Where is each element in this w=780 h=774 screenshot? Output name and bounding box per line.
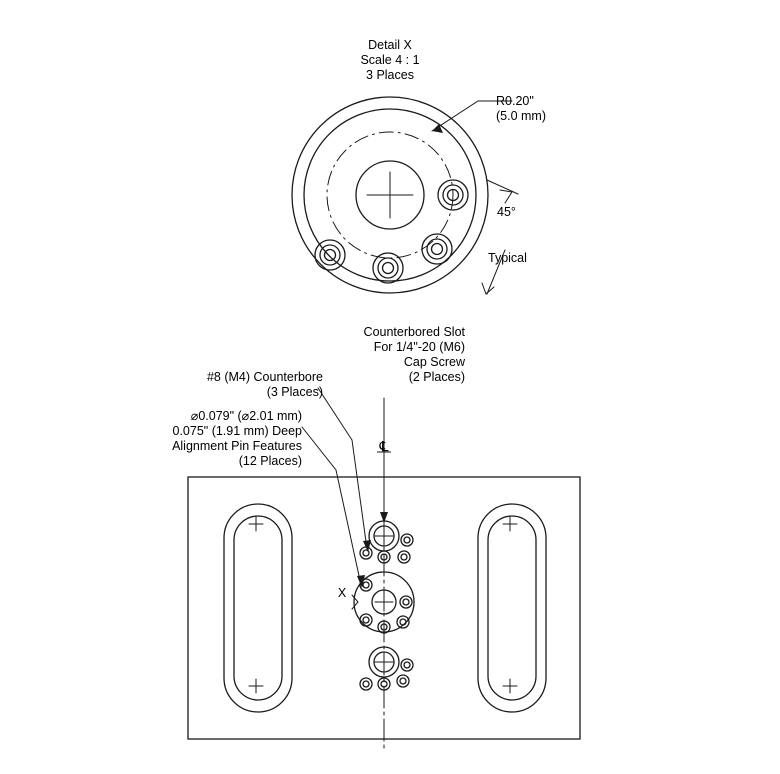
- counterbored-slot-note-line2: For 1/4"-20 (M6): [373, 340, 465, 354]
- left-slot-cross-top: [249, 517, 263, 531]
- right-counterbored-slot: [478, 504, 546, 712]
- detail-counterbore-bottom: [373, 253, 403, 283]
- alignment-pins-middle: [360, 579, 412, 633]
- lower-mount-pattern: [360, 647, 413, 690]
- radius-note-line1: R0.20": [496, 94, 534, 108]
- radius-note-line2: (5.0 mm): [496, 109, 546, 123]
- angle-arrow-upper: [500, 190, 512, 203]
- m4-counterbore-note-line2: (3 Places): [266, 385, 323, 399]
- alignment-pins-lower: [360, 659, 413, 690]
- detail-places: 3 Places: [366, 68, 414, 82]
- detail-title: Detail X: [368, 38, 412, 52]
- detail-x-view: [292, 97, 518, 294]
- detail-x-marker: X: [337, 586, 347, 600]
- pin-note-leader: [302, 427, 361, 585]
- right-slot-cross-bottom: [503, 679, 517, 693]
- alignment-pin-note-line4: (12 Places): [238, 454, 302, 468]
- alignment-pin-note-line3: Alignment Pin Features: [172, 439, 302, 453]
- angle-note-line2: Typical: [488, 251, 527, 265]
- counterbored-slot-note-line3: Cap Screw: [403, 355, 465, 369]
- left-counterbored-slot: [224, 504, 292, 712]
- centerline-symbol: ℄: [379, 438, 389, 454]
- angle-arrow-lower: [482, 283, 494, 294]
- angle-note-line1: 45°: [497, 205, 516, 219]
- angle-dim-line-upper: [487, 180, 518, 194]
- alignment-pin-note-line2: 0.075" (1.91 mm) Deep: [172, 424, 302, 438]
- m4-note-leader: [318, 388, 367, 549]
- detail-counterbore-bottom-left: [315, 240, 345, 270]
- counterbored-slot-note-line4: (2 Places): [408, 370, 465, 384]
- left-slot-cross-bottom: [249, 679, 263, 693]
- alignment-pin-note-line1: ⌀0.079" (⌀2.01 mm): [190, 409, 302, 423]
- m4-counterbore-note-line1: #8 (M4) Counterbore: [206, 370, 323, 384]
- detail-scale: Scale 4 : 1: [360, 53, 420, 67]
- counterbored-slot-note-line1: Counterbored Slot: [363, 325, 465, 339]
- right-slot-cross-top: [503, 517, 517, 531]
- detail-counterbore-bottom-right: [422, 234, 452, 264]
